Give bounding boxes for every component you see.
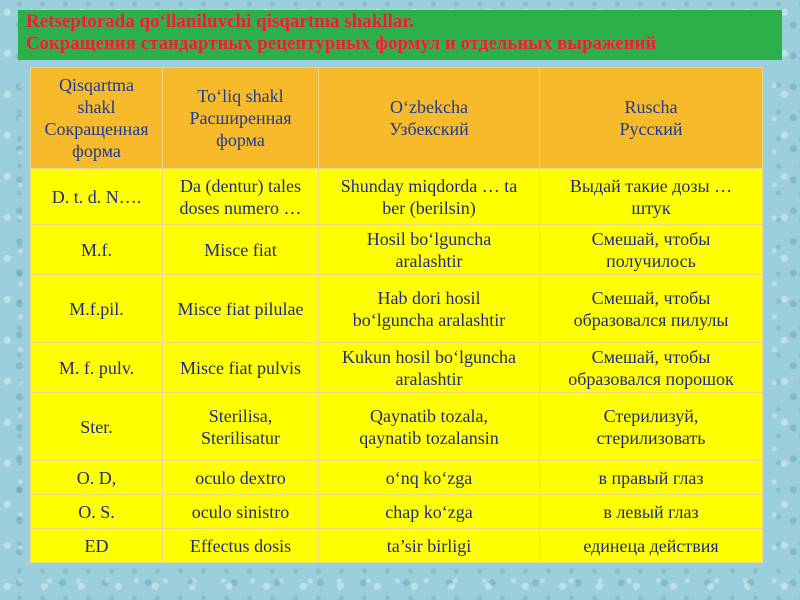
cell-text-line: qaynatib tozalansin [359,427,499,448]
full-form-cell [163,275,319,343]
russian-cell [540,225,763,275]
cell-text-line: Смешай, чтобы [591,346,711,367]
cell-text-line: штук [631,197,671,218]
abbreviations-table [30,67,763,563]
table-row [31,275,763,343]
uzbek-cell [319,461,540,495]
uzbek-cell [319,529,540,563]
uzbek-cell [319,393,540,461]
slide-title-banner [18,10,782,60]
table-row [31,343,763,393]
abbreviation-cell [31,169,163,225]
table-header [31,68,763,169]
cell-text-line: Sterilisatur [201,427,280,448]
full-form-cell [163,393,319,461]
cell-text-line: Hosil bo‘lguncha [366,228,492,249]
cell-text-line: Da (dentur) tales [180,175,301,196]
cell-text-line: o‘nq ko‘zga [385,467,473,488]
cell-text-line: aralashtir [395,368,463,389]
cell-text-line: стерилизовать [596,427,706,448]
column-header-russian: Ruscha Русский [540,68,763,169]
cell-text-line: Misce fiat pulvis [180,357,301,378]
cell-text-line: aralashtir [395,250,463,271]
cell-text-line: M. f. pulv. [58,357,135,378]
abbreviation-cell [31,225,163,275]
uzbek-cell [319,225,540,275]
uzbek-cell [319,275,540,343]
full-form-cell [163,169,319,225]
cell-text-line: M.f.pil. [69,298,124,319]
russian-cell [540,495,763,529]
cell-text-line: Misce fiat pilulae [177,298,304,319]
header-row [31,68,763,169]
column-header-full-form: To‘liq shakl Расширенная форма [163,68,319,169]
russian-cell [540,275,763,343]
table-row [31,169,763,225]
cell-text-line: O. S. [78,501,115,522]
full-form-cell [163,225,319,275]
full-form-cell [163,495,319,529]
cell-text-line: Ster. [80,416,113,437]
column-header-abbreviation: Qisqartma shakl Сокращенная форма [31,68,163,169]
full-form-cell [163,461,319,495]
table-row [31,495,763,529]
cell-text-line: ED [84,535,109,556]
uzbek-cell [319,169,540,225]
slide-title-russian: Сокращения стандартных рецептурных формул и отдельных выражений [26,34,657,54]
russian-cell [540,393,763,461]
cell-text-line: Kukun hosil bo‘lguncha [342,346,516,367]
abbreviation-cell [31,275,163,343]
abbreviation-cell [31,461,163,495]
abbreviation-cell [31,343,163,393]
uzbek-cell [319,343,540,393]
slide-title-uzbek: Retseptorada qo‘llaniluvchi qisqartma shakllar. [26,11,414,32]
column-header-uzbek: O‘zbekcha Узбекский [319,68,540,169]
russian-cell [540,461,763,495]
cell-text-line: Sterilisa, [208,405,273,426]
cell-text-line: ber (berilsin) [382,197,476,218]
full-form-cell [163,343,319,393]
cell-text-line: ta’sir birligi [386,535,472,556]
cell-text-line: единеца действия [583,535,719,556]
table-row [31,461,763,495]
abbreviation-cell [31,529,163,563]
abbreviation-cell [31,495,163,529]
cell-text-line: образовался пилулы [573,309,729,330]
cell-text-line: Hab dori hosil [377,287,481,308]
cell-text-line: Effectus dosis [189,535,292,556]
cell-text-line: Смешай, чтобы [591,287,711,308]
cell-text-line: Выдай такие дозы … [569,175,733,196]
russian-cell [540,169,763,225]
abbreviation-cell [31,393,163,461]
table-row [31,225,763,275]
cell-text-line: в левый глаз [603,501,699,522]
cell-text-line: bo‘lguncha aralashtir [352,309,506,330]
cell-text-line: oculo dextro [195,467,286,488]
uzbek-cell [319,495,540,529]
cell-text-line: doses numero … [179,197,302,218]
cell-text-line: D. t. d. N…. [51,186,142,207]
cell-text-line: получилось [606,250,696,271]
cell-text-line: oculo sinistro [191,501,290,522]
table-row [31,529,763,563]
cell-text-line: M.f. [81,239,112,260]
russian-cell [540,529,763,563]
cell-text-line: O. D, [76,467,117,488]
cell-text-line: Shunday miqdorda … ta [340,175,518,196]
cell-text-line: Misce fiat [204,239,277,260]
table-row [31,393,763,461]
cell-text-line: Стерилизуй, [603,405,699,426]
cell-text-line: образовался порошок [568,368,734,389]
table-body [31,169,763,563]
full-form-cell [163,529,319,563]
cell-text-line: Qaynatib tozala, [370,405,488,426]
cell-text-line: chap ko‘zga [385,501,473,522]
cell-text-line: в правый глаз [598,467,704,488]
russian-cell [540,343,763,393]
cell-text-line: Смешай, чтобы [591,228,711,249]
